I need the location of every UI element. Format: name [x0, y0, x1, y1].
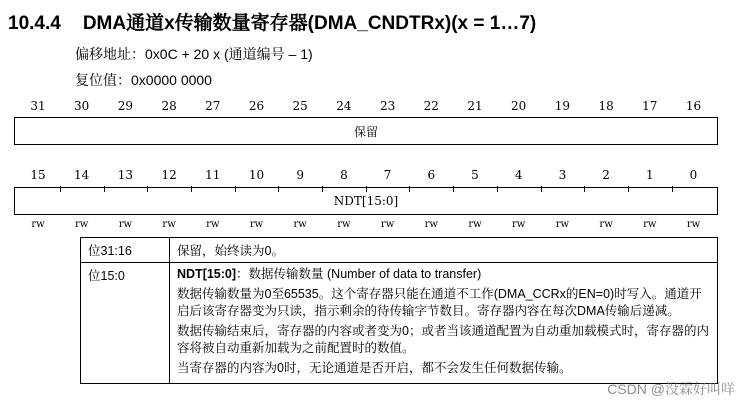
bit-range: 位31:16: [81, 238, 170, 263]
section-number: 10.4.4: [8, 13, 61, 34]
table-row: [81, 263, 718, 384]
bit-number: 15: [30, 168, 46, 182]
bit-number: 23: [379, 99, 396, 113]
section-title: [8, 8, 536, 35]
table-row: [81, 238, 718, 263]
bit-number: 21: [467, 99, 483, 113]
access-type: rw: [424, 219, 438, 230]
access-type: rw: [249, 219, 264, 230]
bit-number: 2: [602, 168, 610, 182]
bit-number: 13: [117, 168, 134, 182]
reset-value: 复位值：0x0000 0000: [75, 72, 212, 88]
upper-register-field: 保留: [14, 117, 718, 145]
access-type: rw: [162, 219, 176, 230]
bit-description: [170, 263, 718, 384]
access-type: rw: [643, 219, 657, 230]
access-type: rw: [31, 219, 45, 230]
bit-number: 18: [598, 99, 614, 113]
bit-number: 27: [205, 99, 221, 113]
section-title-text: DMA通道x传输数量寄存器(DMA_CNDTRx)(x = 1…7): [82, 13, 537, 34]
access-type: rw: [337, 219, 351, 230]
offset-address: 偏移地址：0x0C + 20 x (通道编号 – 1): [75, 46, 313, 62]
description-paragraph: 当寄存器的内容为0时，无论通道是否开启，都不会发生任何数据传输。: [177, 361, 572, 375]
bit-number: 30: [74, 99, 90, 113]
bit-number: 9: [296, 168, 304, 182]
bit-number: 29: [117, 99, 134, 113]
access-type: rw: [599, 219, 613, 230]
access-type: rw: [118, 219, 133, 230]
access-type: rw: [75, 219, 89, 230]
bit-number: 26: [248, 99, 265, 113]
bit-number: 3: [558, 168, 567, 182]
bit-number: 22: [423, 99, 439, 113]
access-type: rw: [555, 219, 570, 230]
field-description: ：数据传输数量 (Number of data to transfer): [236, 267, 482, 281]
description-paragraph: 数据传输结束后，寄存器的内容或者变为0；或者当该通道配置为自动重加载模式时，寄存器的内容将被自动重新加载为之前配置时的数值。: [177, 324, 709, 355]
bit-number: 31: [30, 99, 46, 113]
bit-number: 24: [336, 99, 352, 113]
bit-number: 7: [383, 168, 392, 182]
bit-number: 20: [511, 99, 527, 113]
access-type: rw: [512, 219, 526, 230]
bit-number: 11: [205, 168, 221, 182]
bit-number: 28: [161, 99, 177, 113]
access-type: rw: [206, 219, 220, 230]
bit-number: 16: [685, 99, 702, 113]
access-type: rw: [293, 219, 307, 230]
bit-number: 0: [689, 168, 698, 182]
access-type: rw: [468, 219, 482, 230]
bit-number: 8: [340, 168, 348, 182]
lower-register-field: NDT[15:0]: [14, 187, 718, 215]
bit-number: 14: [74, 168, 90, 182]
access-type: rw: [686, 219, 701, 230]
description-paragraph: 数据传输数量为0至65535。这个寄存器只能在通道不工作(DMA_CCRx的EN=0)时写入。通道开启后该寄存器变为只读，指示剩余的待传输字节数目。寄存器内容在每次DMA传输后递减。: [177, 287, 702, 318]
bit-number: 4: [514, 168, 523, 182]
bit-range: 位15:0: [81, 263, 170, 384]
bit-number: 19: [554, 99, 571, 113]
bit-description-table: [80, 237, 718, 384]
watermark: CSDN @没霖好叫咩: [607, 381, 735, 397]
bit-number: 1: [645, 168, 654, 182]
bit-number: 25: [292, 99, 308, 113]
bit-number: 6: [427, 168, 436, 182]
bit-number: 10: [248, 168, 265, 182]
bit-number: 5: [471, 168, 479, 182]
access-type: rw: [380, 219, 395, 230]
bit-number: 12: [161, 168, 177, 182]
bit-description: 保留，始终读为0。: [170, 238, 718, 263]
field-name: NDT[15:0]: [177, 267, 237, 281]
bit-number: 17: [642, 99, 658, 113]
